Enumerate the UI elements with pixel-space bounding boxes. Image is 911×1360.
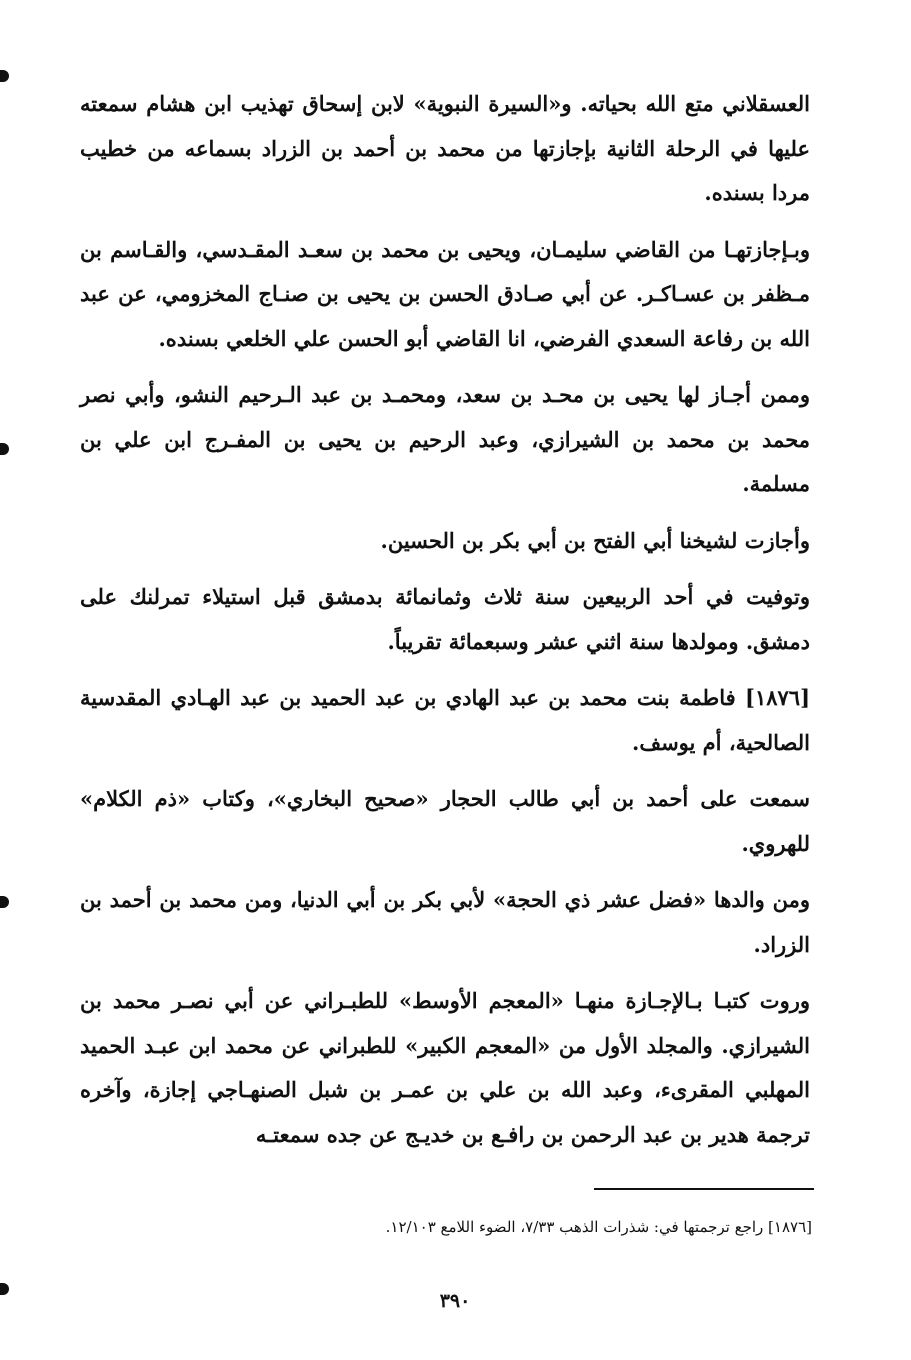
entry-heading-1876: [١٨٧٦] فاطمة بنت محمد بن عبد الهادي بن عبد الحميد بن عبد الهـادي المقدسية الصالحية، أم يوسف.	[80, 685, 810, 755]
scan-edge-mark	[0, 70, 9, 82]
paragraph-9: وروت كتبـا بـالإجـازة منهـا «المعجم الأوسط» للطبـراني عن أبي نصـر محمد بن الشيرازي. والمجلد الأول من «المعجم الكبير» للطبراني عن محمد ابن عبـد الحميد المهلبي المقرىء، وعبد الله بن علي بن عمـر بن شبل الصنهـاجي إجازة، وآخره ترجمة هدير بن عبد الرحمن بن رافـع بن خديـج عن جده سمعتـه	[80, 988, 810, 1147]
scan-edge-mark	[0, 443, 9, 455]
paragraph-2: وبـإجازتهـا من القاضي سليمـان، ويحيى بن محمد بن سعـد المقـدسي، والقـاسم بن مـظفر بن عسـاكـر. عن أبي صـادق الحسن بن يحيى بن صنـاج المخزومي، عن عبد الله بن رفاعة السعدي الفرضي، انا القاضي أبو الحسن علي الخلعي بسنده.	[80, 236, 810, 351]
paragraph-8: ومن والدها «فضل عشر ذي الحجة» لأبي بكر بن أبي الدنيا، ومن محمد بن أحمد بن الزراد.	[80, 887, 810, 957]
paragraph-3: وممن أجـاز لها يحيى بن محـد بن سعد، ومحمـد بن عبد الـرحيم النشو، وأبي نصر محمد بن محمد بن الشيرازي، وعبد الرحيم بن يحيى بن المفـرج ابن علي بن مسلمة.	[80, 382, 810, 496]
footnote: [١٨٧٦] راجع ترجمتها في: شذرات الذهب ٧/٣٣، الضوء اللامع ١٢/١٠٣.	[385, 1218, 812, 1236]
scan-edge-mark	[0, 896, 9, 908]
paragraph-1: العسقلاني متع الله بحياته. و«السيرة النبوية» لابن إسحاق تهذيب ابن هشام سمعته عليها في الرحلة الثانية بإجازتها من محمد بن أحمد بن الزراد بسماعه من خطيب مردا بسنده.	[80, 91, 810, 205]
paragraph-4: وأجازت لشيخنا أبي الفتح بن أبي بكر بن الحسين.	[380, 527, 810, 553]
scan-edge-mark	[0, 1283, 9, 1295]
page-number: ٣٩٠	[439, 1290, 471, 1312]
paragraph-7: سمعت على أحمد بن أبي طالب الحجار «صحيح البخاري»، وكتاب «ذم الكلام» للهروي.	[80, 786, 810, 856]
footnote-divider	[594, 1188, 814, 1190]
main-text	[80, 82, 810, 1157]
paragraph-5: وتوفيت في أحد الربيعين سنة ثلاث وثمانمائة بدمشق قبل استيلاء تمرلنك على دمشق. ومولدها سنة اثني عشر وسبعمائة تقريباً.	[80, 584, 810, 654]
